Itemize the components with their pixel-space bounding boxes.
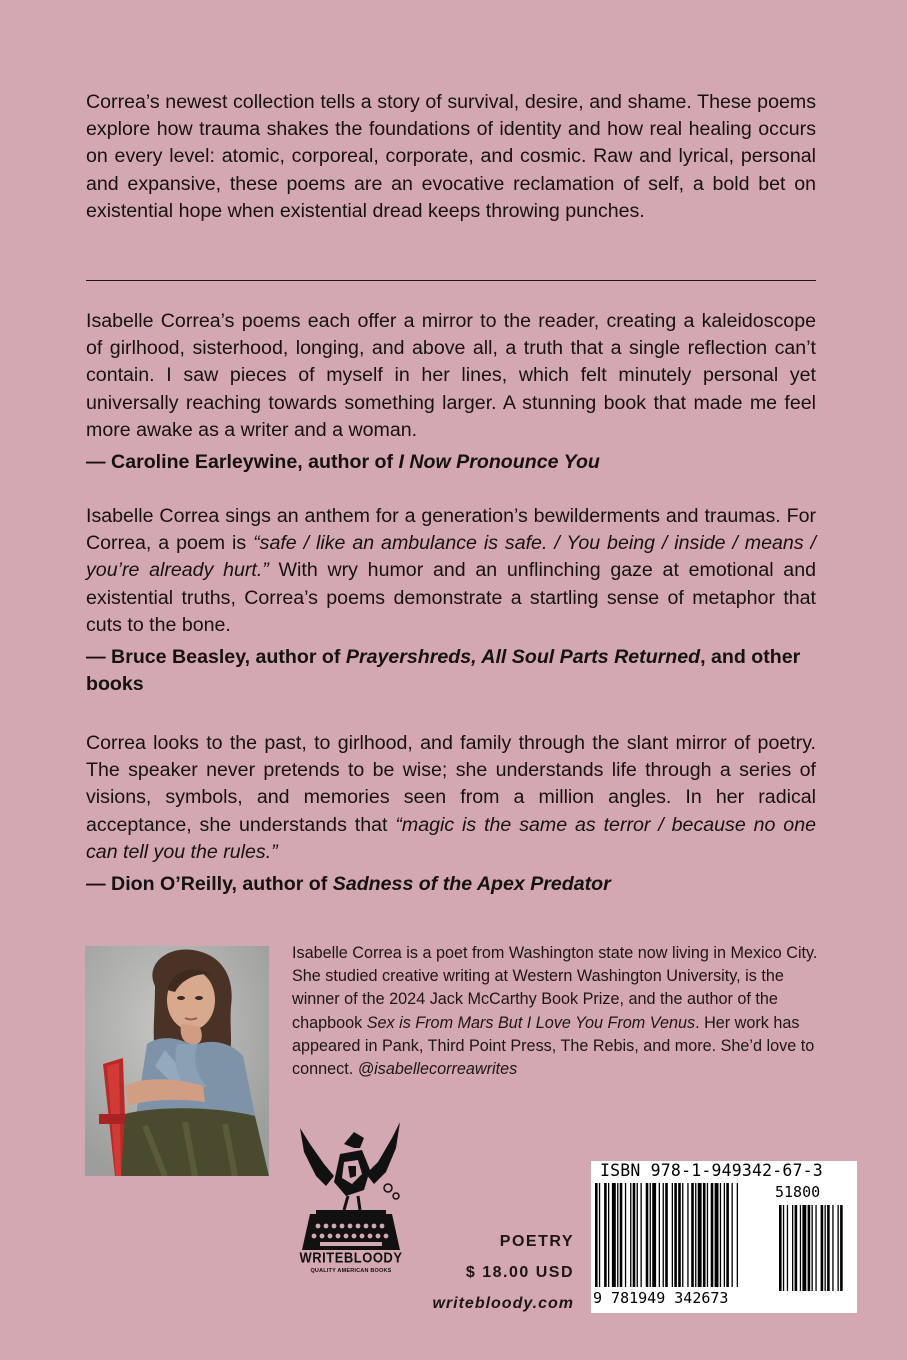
- isbn-label: ISBN 978-1-949342-67-3: [600, 1161, 823, 1180]
- praise-attribution-3: — Dion O’Reilly, author of Sadness of the Apex Predator: [86, 873, 611, 895]
- praise-attribution-2: — Bruce Beasley, author of Prayershreds, All Soul Parts Returned, and other books: [86, 646, 801, 696]
- praise-attribution-1: — Caroline Earleywine, author of I Now Pronounce You: [86, 451, 600, 473]
- book-description: Correa’s newest collection tells a story of survival, desire, and shame. These poems explore how trauma shakes the foundations of identity and how real healing occurs on every level: atomic, corporeal, corporate, and cosmic. Raw and lyrical, personal and expansive, these poems are an evocative reclamation of self, a bold bet on existential hope when existential dread keeps throwing punches.: [86, 91, 816, 222]
- author-portrait-illustration: [85, 946, 269, 1176]
- section-divider: [86, 280, 816, 281]
- book-category: POETRY: [499, 1233, 574, 1250]
- ean-digits: 9 781949 342673: [593, 1289, 729, 1307]
- praise-quote-1: Isabelle Correa’s poems each offer a mirror to the reader, creating a kaleidoscope of girlhood, sisterhood, longing, and above all, a truth that a single reflection can’t contain. I saw pieces of myself in her lines, which felt minutely personal yet universally reaching towards something larger. A stunning book that made me feel more awake as a writer and a woman.: [86, 310, 816, 441]
- publisher-website: writebloody.com: [432, 1295, 574, 1312]
- praise-quote-3: Correa looks to the past, to girlhood, and family through the slant mirror of poetry. The speaker never pretends to be wise; she understands life through a series of visions, symbols, and memories seen from a million angles. In her radical acceptance, she understands that “magic is the same as terror / because no one can tell you the rules.”: [86, 732, 816, 863]
- logo-wordmark: WRITEBLOODY: [299, 1248, 403, 1267]
- isbn-barcode: [591, 1161, 857, 1313]
- author-bio: Isabelle Correa is a poet from Washington state now living in Mexico City. She studied creative writing at Western Washington University, is the winner of the 2024 Jack McCarthy Book Prize, and the author of the chapbook Sex is From Mars But I Love You From Venus. Her work has appeared in Pank, Third Point Press, The Rebis, and more. She’d love to connect. @isabellecorreawrites: [292, 944, 818, 1079]
- book-price: $ 18.00 USD: [465, 1264, 574, 1281]
- author-photo: [85, 946, 269, 1176]
- logo-tagline: QUALITY AMERICAN BOOKS: [310, 1268, 392, 1274]
- writebloody-logo: [296, 1118, 406, 1286]
- price-code: 51800: [775, 1183, 821, 1201]
- praise-quote-2: Isabelle Correa sings an anthem for a generation’s bewilderments and traumas. For Correa, a poem is “safe / like an ambulance is safe. / You being / inside / means / you’re already hurt.” With wry humor and an unflinching gaze at emotional and existential truths, Correa’s poems demonstrate a startling sense of metaphor that cuts to the bone.: [86, 505, 816, 636]
